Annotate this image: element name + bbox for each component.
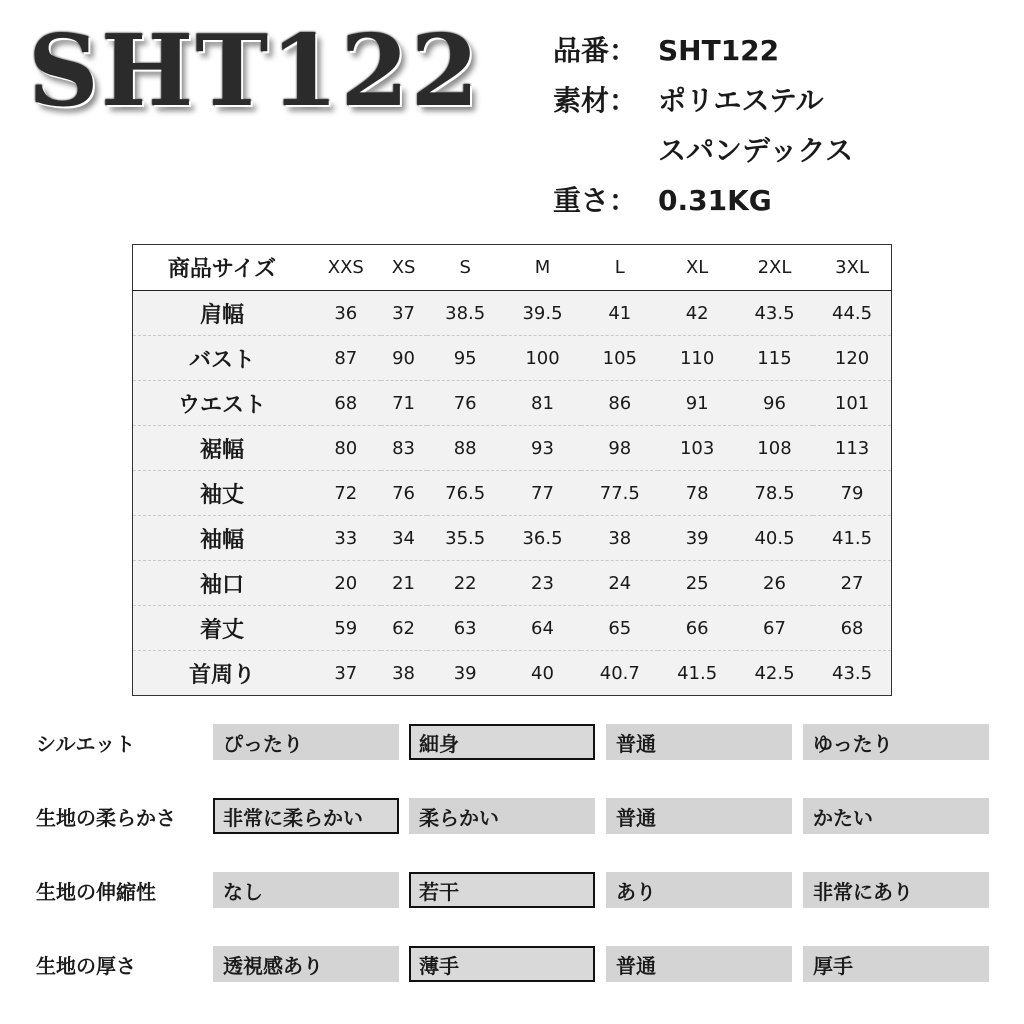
size-value-cell: 36 (334, 302, 358, 324)
attribute-label: シルエット (36, 732, 136, 756)
size-value-cell: 44.5 (832, 302, 873, 324)
attribute-option-selected: 非常に柔らかい (213, 798, 399, 834)
size-value-cell: 90 (381, 336, 427, 381)
size-value-cell: 71 (381, 381, 427, 426)
attribute-option-selected: 若干 (409, 872, 595, 908)
size-header-cell: XL (658, 245, 735, 291)
measurement-label: 袖丈 (133, 471, 312, 516)
size-value-cell: 83 (381, 426, 427, 471)
attribute-option: なし (213, 872, 399, 908)
product-logo: SHT122 (28, 14, 481, 129)
size-value-cell: 37 (311, 651, 381, 696)
size-value-cell: 80 (311, 426, 381, 471)
size-value-cell: 21 (381, 561, 427, 606)
attribute-option: 厚手 (803, 946, 989, 982)
size-value-cell: 76.5 (427, 471, 504, 516)
attribute-option: 普通 (606, 798, 792, 834)
measurement-label: ウエスト (133, 381, 312, 426)
measurement-label: 首周り (133, 651, 312, 696)
material-label: 素材： (553, 84, 638, 117)
measurement-label: 肩幅 (199, 302, 244, 328)
size-table-row (133, 606, 892, 651)
size-value-cell: 33 (311, 516, 381, 561)
size-value-cell: 64 (504, 606, 581, 651)
size-value-cell: 63 (427, 606, 504, 651)
size-value-cell: 87 (311, 336, 381, 381)
size-value-cell: 115 (736, 336, 813, 381)
size-value-cell: 40.5 (736, 516, 813, 561)
size-value-cell: 101 (813, 381, 891, 426)
size-value-cell: 78 (658, 471, 735, 516)
code-label: 品番： (553, 34, 638, 67)
size-table-corner: 商品サイズ (133, 245, 312, 291)
size-value-cell: 39 (658, 516, 735, 561)
size-header-cell: 3XL (813, 245, 891, 291)
size-value-cell: 34 (381, 516, 427, 561)
attribute-option: 柔らかい (409, 798, 595, 834)
size-value-cell: 96 (736, 381, 813, 426)
measurement-label: 袖幅 (133, 516, 312, 561)
size-value-cell: 65 (581, 606, 658, 651)
measurement-label: バスト (133, 336, 312, 381)
attribute-row (0, 872, 1024, 912)
size-table-row (133, 336, 892, 381)
size-value-cell: 41 (608, 302, 632, 324)
size-value-cell: 72 (311, 471, 381, 516)
size-table-row (133, 516, 892, 561)
size-header-cell: XXS (311, 245, 381, 291)
material-1: ポリエステル (658, 84, 824, 117)
size-value-cell: 98 (581, 426, 658, 471)
size-value-cell: 41.5 (813, 516, 891, 561)
size-value-cell: 103 (658, 426, 735, 471)
size-value-cell: 26 (736, 561, 813, 606)
size-value-cell: 40 (504, 651, 581, 696)
product-weight: 0.31KG (658, 184, 772, 217)
size-value-cell: 20 (311, 561, 381, 606)
weight-label: 重さ： (553, 184, 638, 217)
size-value-cell: 68 (813, 606, 891, 651)
size-value-cell: 110 (658, 336, 735, 381)
measurement-label: 裾幅 (133, 426, 312, 471)
size-value-cell: 42.5 (736, 651, 813, 696)
measurement-label: 着丈 (133, 606, 312, 651)
size-header-cell: S (427, 245, 504, 291)
attribute-option: 非常にあり (803, 872, 989, 908)
attribute-label: 生地の柔らかさ (36, 806, 176, 830)
size-value-cell: 78.5 (736, 471, 813, 516)
product-code: SHT122 (658, 34, 780, 67)
attribute-row (0, 946, 1024, 986)
size-value-cell: 77 (504, 471, 581, 516)
size-table-row (133, 471, 892, 516)
size-value-cell: 86 (581, 381, 658, 426)
size-value-cell: 40.7 (581, 651, 658, 696)
size-value-cell: 39 (427, 651, 504, 696)
size-value-cell: 22 (427, 561, 504, 606)
size-value-cell: 105 (581, 336, 658, 381)
attribute-option: ぴったり (213, 724, 399, 760)
size-value-cell: 95 (427, 336, 504, 381)
size-value-cell: 36.5 (504, 516, 581, 561)
size-table-row (133, 561, 892, 606)
size-table (132, 244, 892, 696)
size-value-cell: 27 (813, 561, 891, 606)
attribute-row (0, 798, 1024, 838)
size-value-cell: 39.5 (522, 302, 563, 324)
size-header-row (133, 245, 892, 291)
size-value-cell: 113 (813, 426, 891, 471)
product-spec (553, 26, 853, 226)
measurement-label: 袖口 (133, 561, 312, 606)
size-value-cell: 38.5 (445, 302, 486, 324)
size-value-cell: 76 (381, 471, 427, 516)
size-header-cell: L (581, 245, 658, 291)
attribute-option: 普通 (606, 946, 792, 982)
size-value-cell: 66 (658, 606, 735, 651)
attribute-option: かたい (803, 798, 989, 834)
attribute-option: 透視感あり (213, 946, 399, 982)
size-value-cell: 41.5 (658, 651, 735, 696)
size-header-cell: M (504, 245, 581, 291)
size-table-body (133, 291, 892, 696)
size-header-cell: XS (381, 245, 427, 291)
attribute-option: ゆったり (803, 724, 989, 760)
size-value-cell: 120 (813, 336, 891, 381)
size-value-cell: 62 (381, 606, 427, 651)
size-value-cell: 37 (392, 302, 416, 324)
size-table-row (133, 381, 892, 426)
attribute-option: あり (606, 872, 792, 908)
size-table-row (133, 426, 892, 471)
size-value-cell: 59 (311, 606, 381, 651)
size-value-cell: 38 (581, 516, 658, 561)
size-value-cell: 68 (311, 381, 381, 426)
size-value-cell: 81 (504, 381, 581, 426)
size-value-cell: 77.5 (581, 471, 658, 516)
size-value-cell: 91 (658, 381, 735, 426)
size-value-cell: 43.5 (754, 302, 795, 324)
attribute-label: 生地の伸縮性 (36, 880, 156, 904)
size-value-cell: 88 (427, 426, 504, 471)
attribute-option: 普通 (606, 724, 792, 760)
material-2: スパンデックス (658, 134, 854, 167)
size-value-cell: 100 (504, 336, 581, 381)
attribute-label: 生地の厚さ (36, 954, 136, 978)
size-table-row (133, 651, 892, 696)
size-value-cell: 42 (685, 302, 709, 324)
size-value-cell: 43.5 (813, 651, 891, 696)
size-value-cell: 108 (736, 426, 813, 471)
size-value-cell: 93 (504, 426, 581, 471)
size-value-cell: 79 (813, 471, 891, 516)
size-value-cell: 25 (658, 561, 735, 606)
size-table-row (133, 291, 892, 336)
size-value-cell: 35.5 (427, 516, 504, 561)
size-value-cell: 24 (581, 561, 658, 606)
attribute-option-selected: 薄手 (409, 946, 595, 982)
size-header-cell: 2XL (736, 245, 813, 291)
size-value-cell: 38 (381, 651, 427, 696)
size-value-cell: 67 (736, 606, 813, 651)
size-value-cell: 76 (427, 381, 504, 426)
attribute-row (0, 724, 1024, 764)
size-value-cell: 23 (504, 561, 581, 606)
attribute-option-selected: 細身 (409, 724, 595, 760)
